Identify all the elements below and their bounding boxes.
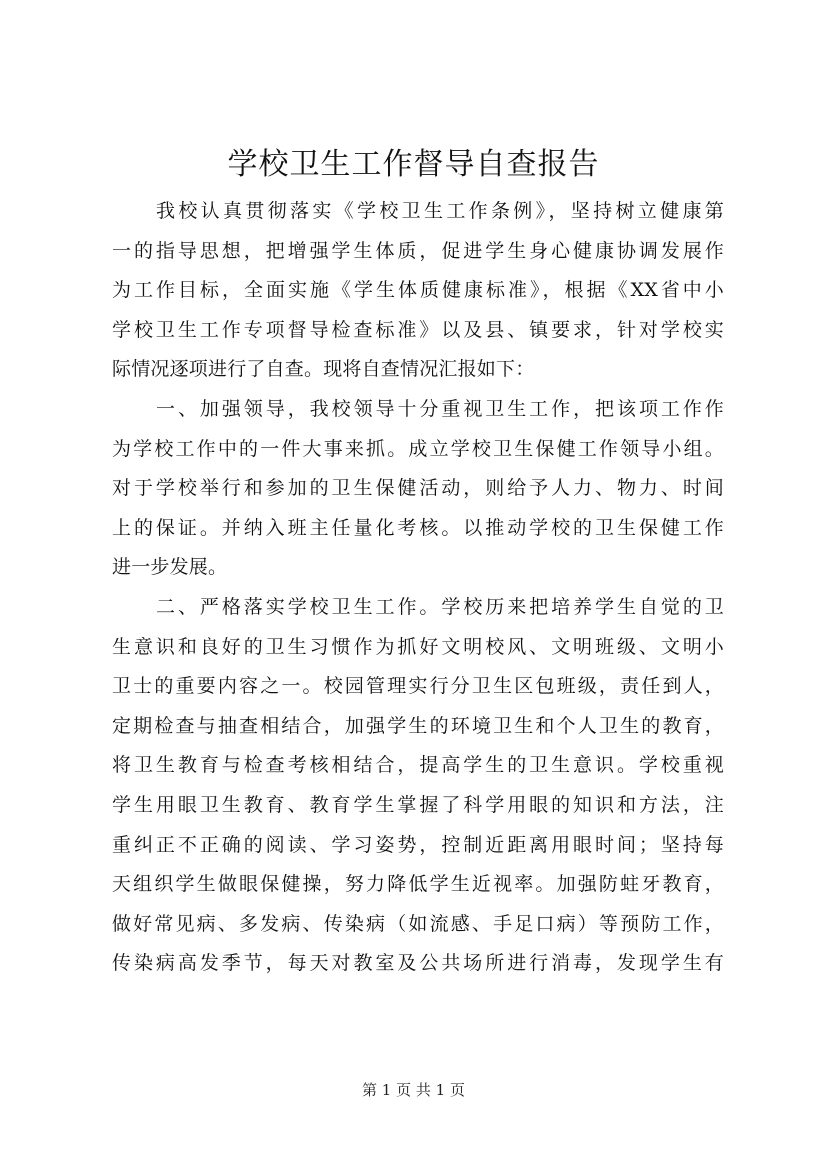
text-line: 一的指导思想，把增强学生体质，促进学生身心健康协调发展作 [112,239,724,262]
document-title: 学校卫生工作督导自查报告 [227,147,600,182]
text-line: 上的保证。并纳入班主任量化考核。以推动学校的卫生保健工作 [112,516,724,539]
text-line: 将卫生教育与检查考核相结合，提高学生的卫生意识。学校重视 [112,754,724,777]
text-line: 天组织学生做眼保健操，努力降低学生近视率。加强防蛀牙教育， [112,873,724,896]
text-line: 一、加强领导，我校领导十分重视卫生工作，把该项工作作 [156,397,724,420]
text-line: 学生用眼卫生教育、教育学生掌握了科学用眼的知识和方法，注 [112,793,724,816]
text-line: 卫士的重要内容之一。校园管理实行分卫生区包班级，责任到人， [112,675,724,698]
text-line: 学校卫生工作专项督导检查标准》以及县、镇要求，针对学校实 [112,318,724,341]
text-line: 定期检查与抽查相结合，加强学生的环境卫生和个人卫生的教育， [112,714,724,737]
page-footer: 第 1 页 共 1 页 [362,1081,465,1099]
text-line: 为工作目标，全面实施《学生体质健康标准》，根据《XX省中小 [112,279,724,302]
text-line: 二、严格落实学校卫生工作。学校历来把培养学生自觉的卫 [156,595,724,618]
text-line: 我校认真贯彻落实《学校卫生工作条例》，坚持树立健康第 [156,200,724,222]
text-line: 传染病高发季节，每天对教室及公共场所进行消毒，发现学生有 [112,952,724,975]
text-line: 对于学校举行和参加的卫生保健活动，则给予人力、物力、时间 [112,477,724,500]
text-line: 进一步发展。 [112,556,228,579]
text-line: 生意识和良好的卫生习惯作为抓好文明校风、文明班级、文明小 [112,635,724,658]
text-line: 做好常见病、多发病、传染病（如流感、手足口病）等预防工作， [112,912,724,935]
text-line: 重纠正不正确的阅读、学习姿势，控制近距离用眼时间；坚持每 [112,833,724,856]
text-line: 为学校工作中的一件大事来抓。成立学校卫生保健工作领导小组。 [112,437,724,460]
document-body [112,192,724,984]
text-line: 际情况逐项进行了自查。现将自查情况汇报如下： [112,358,535,381]
